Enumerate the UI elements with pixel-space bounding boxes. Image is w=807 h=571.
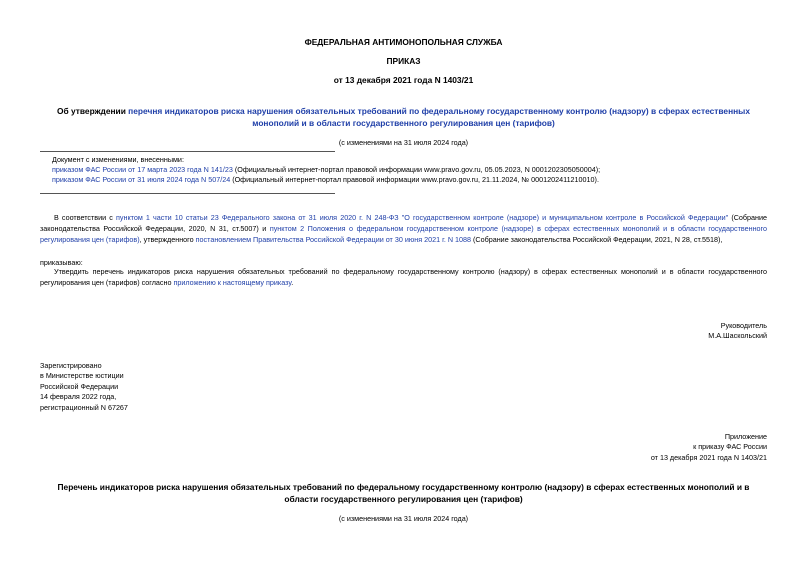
- registration-line: регистрационный N 67267: [40, 402, 128, 412]
- agency-name: ФЕДЕРАЛЬНАЯ АНТИМОНОПОЛЬНАЯ СЛУЖБА: [304, 37, 503, 47]
- change-text-1: (Официальный интернет-портал правовой информации www.pravo.gov.ru, 05.05.2023, N 0001202305050004);: [232, 165, 601, 175]
- appendix-label: Приложение: [724, 432, 767, 441]
- title-link[interactable]: перечня индикаторов риска нарушения обязательных требований по федеральному государственному контролю (надзору) в сферах естественных монополий и в области государственного регулирования цен (тарифов): [128, 106, 750, 129]
- registration-line: 14 февраля 2022 года,: [40, 392, 117, 402]
- signer-name: М.А.Шаскольский: [708, 331, 767, 341]
- title-prefix: Об утверждении: [57, 106, 129, 116]
- p1-text-b: (Собрание законодательства Российской Федерации, 2020, N 31, ст.5007) и: [40, 213, 768, 233]
- registration-line: в Министерстве юстиции: [40, 371, 124, 381]
- appendix-edition-note: (с изменениями на 31 июля 2024 года): [338, 514, 469, 523]
- appendix-ref: к приказу ФАС России: [693, 442, 767, 452]
- registration-line: Зарегистрировано: [40, 361, 102, 370]
- appendix-date: от 13 декабря 2021 года N 1403/21: [650, 452, 767, 462]
- body-paragraph-1: [40, 213, 767, 245]
- signature-block: [708, 321, 767, 342]
- p3-text-b: .: [291, 277, 294, 287]
- divider-bottom: [40, 193, 335, 194]
- p1-link-federal-law[interactable]: пунктом 1 части 10 статьи 23 Федерального закона от 31 июля 2020 г. N 248-ФЗ "О государственном контроле (надзоре) и муниципальном контроле в Российской Федерации": [115, 213, 729, 222]
- p1-link-resolution[interactable]: постановлением Правительства Российской Федерации от 30 июня 2021 г. N 1088: [195, 234, 472, 244]
- body-paragraph-2: [40, 267, 767, 289]
- p1-link-regulation[interactable]: пунктом 2 Положения о федеральном государственном контроле (надзоре) в сферах естественных монополий и в области государственного регулирования цен (тарифов): [40, 223, 767, 244]
- changes-block: [52, 155, 772, 185]
- p3-text-a: Утвердить перечень индикаторов риска нарушения обязательных требований по федеральному государственному контролю (надзору) в сферах естественных монополий и в области государственного регулирования цен (тарифов) согласно: [40, 267, 767, 287]
- doc-date: от 13 декабря 2021 года N 1403/21: [333, 75, 474, 85]
- change-link-1[interactable]: приказом ФАС России от 17 марта 2023 года N 141/23: [52, 165, 233, 175]
- appendix-header: [651, 432, 767, 463]
- p1-text-a: В соответствии с: [54, 213, 116, 222]
- signer-role: Руководитель: [720, 321, 767, 330]
- change-link-2[interactable]: приказом ФАС России от 31 июля 2024 года N 507/24: [52, 175, 231, 185]
- change-item: [52, 165, 772, 175]
- edition-note: (с изменениями на 31 июля 2024 года): [338, 138, 469, 147]
- p1-text-d: (Собрание законодательства Российской Федерации, 2021, N 28, ст.5518),: [471, 234, 723, 244]
- order-word: приказываю:: [40, 258, 83, 267]
- change-text-2: (Официальный интернет-портал правовой информации www.pravo.gov.ru, 21.11.2024, № 0001202411210010).: [230, 175, 599, 185]
- document-title: [40, 105, 767, 129]
- doc-type: ПРИКАЗ: [386, 56, 421, 66]
- registration-line: Российской Федерации: [40, 381, 119, 391]
- registration-block: [40, 361, 128, 413]
- divider-top: [40, 151, 335, 152]
- appendix-title: Перечень индикаторов риска нарушения обязательных требований по федеральному государственному контролю (надзору) в сферах естественных монополий и в области государственного регулирования цен (тарифов): [57, 482, 750, 505]
- p1-text-c: , утвержденного: [139, 234, 196, 244]
- changes-intro: Документ с изменениями, внесенными:: [52, 155, 184, 164]
- change-item: [52, 175, 772, 185]
- appendix-link[interactable]: приложению к настоящему приказу: [173, 277, 292, 287]
